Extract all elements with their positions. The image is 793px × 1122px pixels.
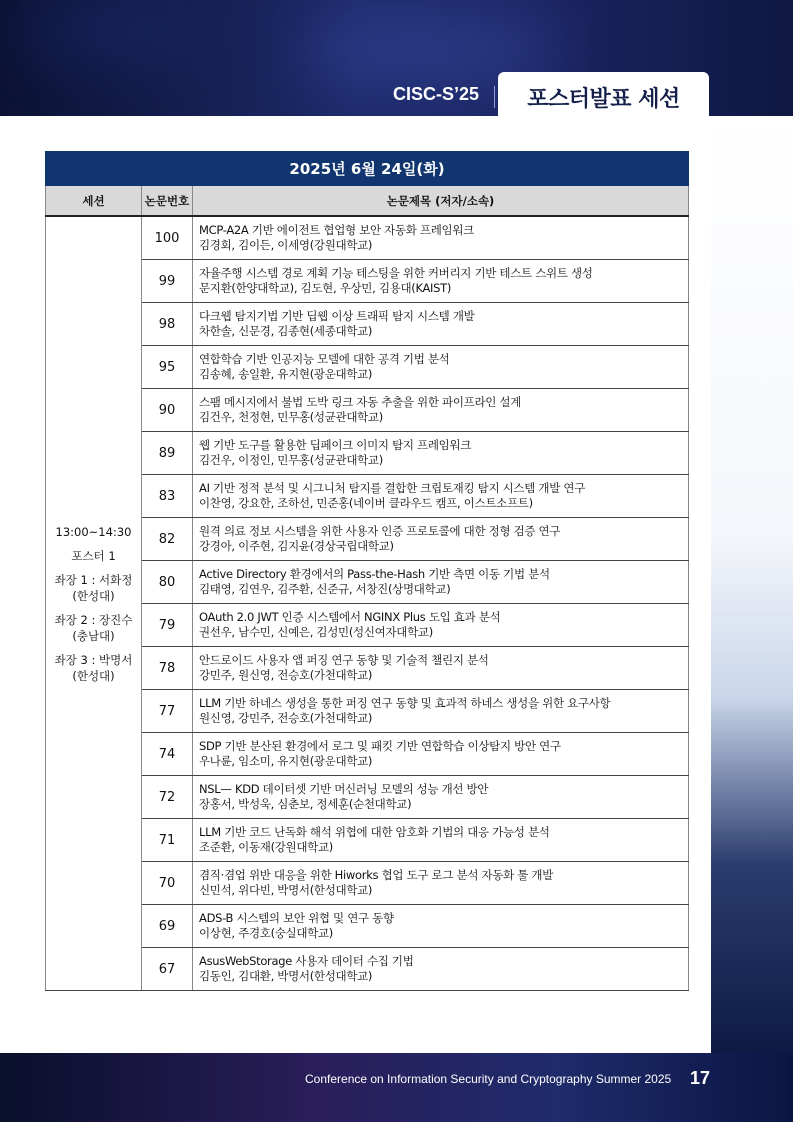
session-time: 13:00~14:30 bbox=[55, 524, 132, 539]
paper-cell bbox=[193, 690, 689, 733]
paper-authors: 김송혜, 송일환, 유지현(광운대학교) bbox=[199, 367, 373, 381]
section-title: 포스터발표 세션 bbox=[498, 72, 709, 122]
paper-authors: 김건우, 이정인, 민무홍(성균관대학교) bbox=[199, 453, 383, 467]
paper-title: 다크웹 탐지기법 기반 딥웹 이상 트래픽 탐지 시스템 개발 bbox=[199, 309, 475, 323]
paper-number: 99 bbox=[142, 260, 193, 303]
paper-title: MCP-A2A 기반 에이전트 협업형 보안 자동화 프레임워크 bbox=[199, 223, 474, 237]
paper-cell bbox=[193, 260, 689, 303]
paper-authors: 강경아, 이주현, 김지윤(경상국립대학교) bbox=[199, 539, 394, 553]
paper-title: ADS-B 시스템의 보안 위협 및 연구 동향 bbox=[199, 911, 394, 925]
paper-authors: 김건우, 천정현, 민무홍(성균관대학교) bbox=[199, 410, 383, 424]
paper-authors: 김동인, 김대환, 박명서(한성대학교) bbox=[199, 969, 373, 983]
paper-number: 70 bbox=[142, 862, 193, 905]
table-row bbox=[46, 776, 689, 819]
paper-title: 웹 기반 도구를 활용한 딥페이크 이미지 탐지 프레임워크 bbox=[199, 438, 472, 452]
column-header-session: 세션 bbox=[46, 186, 142, 217]
paper-authors: 우나륜, 임소미, 유지현(광운대학교) bbox=[199, 754, 373, 768]
paper-title: AI 기반 정적 분석 및 시그니처 탐지를 결합한 크립토재킹 탐지 시스템 개발 연구 bbox=[199, 481, 586, 495]
paper-cell bbox=[193, 303, 689, 346]
spacer bbox=[46, 604, 141, 612]
paper-number: 82 bbox=[142, 518, 193, 561]
paper-title: SDP 기반 분산된 환경에서 로그 및 패킷 기반 연합학습 이상탐지 방안 연구 bbox=[199, 739, 561, 753]
table-row bbox=[46, 561, 689, 604]
paper-title: 자율주행 시스템 경로 계획 기능 테스팅을 위한 커버리지 기반 테스트 스위트 생성 bbox=[199, 266, 593, 280]
paper-number: 100 bbox=[142, 216, 193, 260]
paper-cell bbox=[193, 948, 689, 991]
table-row bbox=[46, 260, 689, 303]
paper-cell bbox=[193, 905, 689, 948]
spacer bbox=[46, 564, 141, 572]
paper-cell bbox=[193, 862, 689, 905]
paper-authors: 원신영, 강민주, 전승호(가천대학교) bbox=[199, 711, 373, 725]
paper-cell bbox=[193, 733, 689, 776]
paper-number: 72 bbox=[142, 776, 193, 819]
conference-label: CISC-S’25 bbox=[393, 84, 480, 104]
paper-number: 71 bbox=[142, 819, 193, 862]
paper-authors: 차한솔, 신문경, 김종현(세종대학교) bbox=[199, 324, 373, 338]
paper-number: 83 bbox=[142, 475, 193, 518]
paper-number: 69 bbox=[142, 905, 193, 948]
paper-cell bbox=[193, 561, 689, 604]
paper-cell bbox=[193, 604, 689, 647]
paper-cell bbox=[193, 432, 689, 475]
paper-number: 95 bbox=[142, 346, 193, 389]
paper-authors: 김태영, 김연우, 김주환, 신준규, 서창진(상명대학교) bbox=[199, 582, 451, 596]
paper-title: NSL— KDD 데이터셋 기반 머신러닝 모델의 성능 개선 방안 bbox=[199, 782, 489, 796]
chair-1-affiliation: (한성대) bbox=[72, 588, 115, 603]
session-name: 포스터 1 bbox=[71, 548, 116, 563]
table-row bbox=[46, 389, 689, 432]
paper-title: 스팸 메시지에서 불법 도박 링크 자동 추출을 위한 파이프라인 설계 bbox=[199, 395, 522, 409]
spacer bbox=[46, 644, 141, 652]
table-row bbox=[46, 862, 689, 905]
table-row bbox=[46, 733, 689, 776]
paper-authors: 강민주, 원신영, 전승호(가천대학교) bbox=[199, 668, 373, 682]
paper-authors: 이찬영, 강요한, 조하선, 민준홍(네이버 클라우드 캠프, 이스트소프트) bbox=[199, 496, 533, 510]
date-header: 2025년 6월 24일(화) bbox=[46, 152, 689, 186]
table-row bbox=[46, 819, 689, 862]
paper-title: OAuth 2.0 JWT 인증 시스템에서 NGINX Plus 도입 효과 분석 bbox=[199, 610, 501, 624]
paper-cell bbox=[193, 647, 689, 690]
paper-cell bbox=[193, 475, 689, 518]
chair-3-affiliation: (한성대) bbox=[72, 668, 115, 683]
paper-number: 79 bbox=[142, 604, 193, 647]
paper-number: 89 bbox=[142, 432, 193, 475]
chair-2: 좌장 2 : 장진수 bbox=[54, 612, 133, 627]
table-row bbox=[46, 346, 689, 389]
table-row bbox=[46, 905, 689, 948]
table-row bbox=[46, 216, 689, 260]
table-row bbox=[46, 432, 689, 475]
paper-title: LLM 기반 코드 난독화 해석 위협에 대한 암호화 기법의 대응 가능성 분석 bbox=[199, 825, 550, 839]
paper-authors: 이상현, 주경호(숭실대학교) bbox=[199, 926, 333, 940]
footer-band bbox=[0, 1053, 793, 1122]
paper-title: Active Directory 환경에서의 Pass-the-Hash 기반 측면 이동 기법 분석 bbox=[199, 567, 550, 581]
paper-authors: 조준환, 이동재(강원대학교) bbox=[199, 840, 333, 854]
paper-authors: 김경회, 김이든, 이세영(강원대학교) bbox=[199, 238, 373, 252]
paper-number: 77 bbox=[142, 690, 193, 733]
paper-cell bbox=[193, 819, 689, 862]
paper-title: 연합학습 기반 인공지능 모델에 대한 공격 기법 분석 bbox=[199, 352, 450, 366]
table-row bbox=[46, 690, 689, 733]
paper-number: 74 bbox=[142, 733, 193, 776]
paper-cell bbox=[193, 776, 689, 819]
paper-title: 안드로이드 사용자 앱 퍼징 연구 동향 및 기술적 챌린지 분석 bbox=[199, 653, 489, 667]
chair-1: 좌장 1 : 서화정 bbox=[54, 572, 133, 587]
paper-number: 67 bbox=[142, 948, 193, 991]
paper-authors: 장홍서, 박성욱, 심춘보, 정세훈(순천대학교) bbox=[199, 797, 412, 811]
chair-2-affiliation: (충남대) bbox=[72, 628, 115, 643]
paper-title: 원격 의료 정보 시스템을 위한 사용자 인증 프로토콜에 대한 정형 검증 연구 bbox=[199, 524, 561, 538]
column-header-paper-title: 논문제목 (저자/소속) bbox=[193, 186, 689, 217]
paper-title: AsusWebStorage 사용자 데이터 수집 기법 bbox=[199, 954, 414, 968]
paper-cell bbox=[193, 216, 689, 260]
footer-conference-name: Conference on Information Security and Cryptography Summer 2025 bbox=[305, 1072, 672, 1086]
table-row bbox=[46, 475, 689, 518]
chair-3: 좌장 3 : 박명서 bbox=[54, 652, 133, 667]
session-cell bbox=[46, 216, 142, 991]
paper-authors: 신민석, 위다빈, 박명서(한성대학교) bbox=[199, 883, 373, 897]
header-glow-2 bbox=[20, 0, 200, 60]
paper-number: 98 bbox=[142, 303, 193, 346]
paper-cell bbox=[193, 346, 689, 389]
paper-number: 78 bbox=[142, 647, 193, 690]
spacer bbox=[46, 540, 141, 548]
decorative-side-strip bbox=[711, 116, 793, 1053]
table-row bbox=[46, 604, 689, 647]
paper-title: 겸직·겸업 위반 대응을 위한 Hiworks 협업 도구 로그 분석 자동화 툴 개발 bbox=[199, 868, 554, 882]
header-divider bbox=[494, 86, 495, 108]
paper-number: 90 bbox=[142, 389, 193, 432]
table-row bbox=[46, 647, 689, 690]
column-header-paper-no: 논문번호 bbox=[142, 186, 193, 217]
paper-authors: 권선우, 남수민, 신예은, 김성민(성신여자대학교) bbox=[199, 625, 433, 639]
paper-title: LLM 기반 하네스 생성을 통한 퍼징 연구 동향 및 효과적 하네스 생성을 위한 요구사항 bbox=[199, 696, 611, 710]
table-row bbox=[46, 948, 689, 991]
page-number: 17 bbox=[690, 1068, 711, 1088]
table-row bbox=[46, 518, 689, 561]
table-row bbox=[46, 303, 689, 346]
paper-number: 80 bbox=[142, 561, 193, 604]
paper-cell bbox=[193, 389, 689, 432]
paper-authors: 문지환(한양대학교), 김도현, 우상민, 김용대(KAIST) bbox=[199, 281, 452, 295]
paper-cell bbox=[193, 518, 689, 561]
program-table bbox=[45, 151, 689, 991]
